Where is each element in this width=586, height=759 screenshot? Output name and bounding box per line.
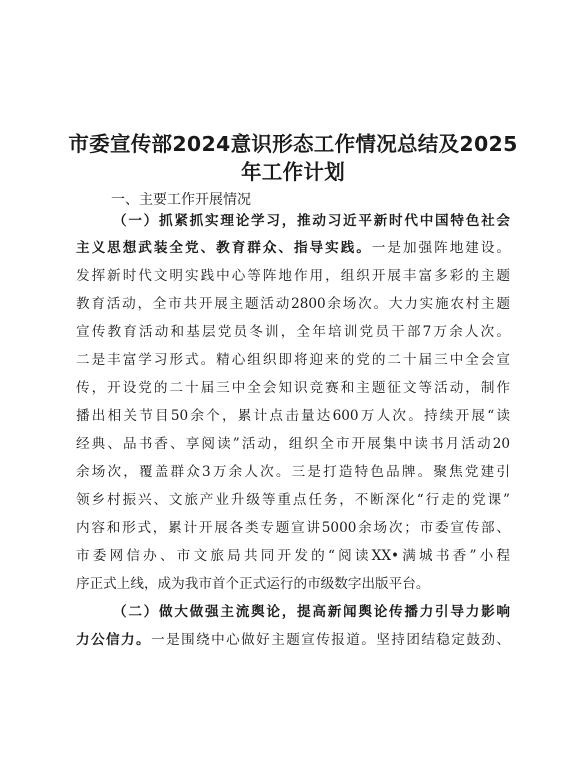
paragraph-2-subheading-line-2: 力公信力。 (76, 632, 152, 648)
paragraph-2-line-2 (76, 634, 510, 648)
paragraph-1-line-12: 内容和形式，累计开展各类专题宣讲5000余场次；市委宣传部、 (76, 520, 510, 536)
paragraph-1-line-2-text: 一是加强阵地建设。 (371, 240, 511, 256)
paragraph-2-subheading-line-1: （二）做大做强主流舆论，提高新闻舆论传播力引导力影响 (113, 604, 510, 620)
paragraph-1-line-13: 市委网信办、市文旅局共同开发的“阅读XX•满城书香”小程 (76, 548, 510, 564)
paragraph-1-line-9: 经典、品书香、享阅读”活动，组织全市开展集中读书月活动20 (76, 436, 510, 452)
paragraph-1-line-14: 序正式上线，成为我市首个正式运行的市级数字出版平台。 (76, 576, 430, 592)
section-heading: 一、主要工作开展情况 (111, 192, 251, 208)
paragraph-1-line-6: 二是丰富学习形式。精心组织即将迎来的党的二十届三中全会宣 (76, 352, 510, 368)
paragraph-1-subheading-line-1: （一）抓紧抓实理论学习，推动习近平新时代中国特色社会 (113, 213, 510, 229)
paragraph-1-line-5: 宣传教育活动和基层党员冬训，全年培训党员干部7万余人次。 (76, 324, 510, 340)
paragraph-1-line-4: 教育活动，全市共开展主题活动2800余场次。大力实施农村主题 (76, 296, 510, 312)
paragraph-1-line-11: 领乡村振兴、文旅产业升级等重点任务，不断深化“行走的党课” (76, 492, 510, 508)
paragraph-1-line-10: 余场次，覆盖群众3万余人次。三是打造特色品牌。聚焦党建引 (76, 464, 510, 480)
document-title-line-1: 市委宣传部2024意识形态工作情况总结及2025 (68, 132, 518, 156)
paragraph-1-subheading-line-2: 主义思想武装全党、教育群众、指导实践。 (76, 240, 372, 256)
paragraph-1-line-3: 发挥新时代文明实践中心等阵地作用，组织开展丰富多彩的主题 (76, 268, 510, 284)
paragraph-1-line-7: 传，开设党的二十届三中全会知识竞赛和主题征文等活动，制作 (76, 380, 510, 396)
paragraph-1-line-8: 播出相关节目50余个，累计点击量达600万人次。持续开展“读 (76, 408, 510, 424)
paragraph-1-line-2 (76, 242, 510, 256)
document-title-line-2: 年工作计划 (241, 160, 345, 184)
paragraph-2-line-2-text: 一是围绕中心做好主题宣传报道。坚持团结稳定鼓劲、 (151, 632, 511, 648)
